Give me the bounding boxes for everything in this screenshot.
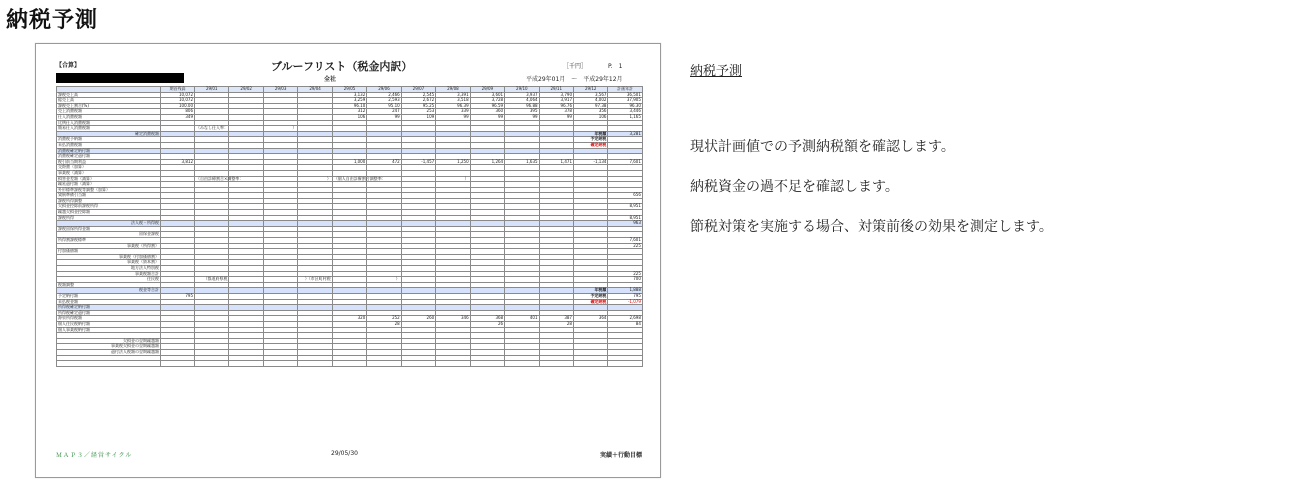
table-cell: 確定納税 (573, 299, 607, 305)
description-line: 現状計画値での予測納税額を確認します。 (690, 139, 955, 155)
table-cell: 年税額 (573, 131, 607, 137)
row-label: 事業税（付加価値割） (57, 254, 161, 260)
column-header: 29/10 (505, 87, 539, 93)
table-cell: 3,728 (470, 98, 504, 104)
row-label: 貸倒準備引当額 (57, 193, 161, 199)
table-cell: -1,134 (573, 159, 607, 165)
table-cell: 106 (573, 114, 607, 120)
table-cell: 4,064 (505, 98, 539, 104)
column-header: 29/07 (401, 87, 435, 93)
table-cell: 2,466 (367, 92, 401, 98)
row-label: 税引前当期利益 (57, 159, 161, 165)
row-label: 消費税確定還付額 (57, 154, 161, 160)
row-label: 消費税予納額 (57, 137, 161, 143)
row-label: 簡易仕入消費税額 (57, 126, 161, 132)
row-label: 確定消費税額 (57, 131, 161, 137)
sheet-company-label: 【合算】 (56, 62, 81, 69)
tax-forecast-sheet-image (35, 43, 661, 478)
row-label: 事業税（減算） (57, 170, 161, 176)
table-cell: ） (436, 176, 470, 182)
column-header: 29/05 (332, 87, 366, 93)
description-line: 納税資金の過不足を確認します。 (690, 179, 899, 195)
row-label: 事業税（所得割） (57, 243, 161, 249)
row-label: 欠損金の翌期繰越額 (57, 338, 161, 344)
column-header: 29/06 (367, 87, 401, 93)
table-cell: 656 (608, 193, 642, 199)
row-label: 損害金差額（減算） (57, 176, 161, 182)
table-cell: 2,545 (401, 92, 435, 98)
column-header: 29/12 (573, 87, 607, 93)
row-label: 住民税 (57, 277, 161, 283)
page-title: 納税予測 (6, 8, 99, 33)
table-cell: 予定納税 (573, 137, 607, 143)
table-cell: 10,072 (161, 98, 195, 104)
row-label: 留保金課税 (57, 232, 161, 238)
table-cell: 96.10 (332, 103, 366, 109)
table-cell: 96.88 (505, 103, 539, 109)
table-cell: 1,165 (608, 114, 642, 120)
table-cell (298, 361, 332, 367)
row-label (57, 361, 161, 367)
description-line: 節税対策を実施する場合、対策前後の効果を測定します。 (690, 219, 1053, 235)
table-cell: 28 (539, 321, 573, 327)
table-cell: 806 (161, 109, 195, 115)
row-label: 付加価値額 (57, 249, 161, 255)
table-cell: 356 (573, 109, 607, 115)
table-cell: 3,446 (608, 109, 642, 115)
table-cell (263, 361, 297, 367)
table-cell: 349 (161, 114, 195, 120)
table-cell: ） (298, 176, 332, 182)
column-header: 29/02 (229, 87, 263, 93)
row-label: 外形標準課税等調整（加算） (57, 187, 161, 193)
column-header: 計画年計 (608, 87, 642, 93)
table-cell: 96.39 (436, 103, 470, 109)
table-cell: 99 (436, 114, 470, 120)
table-cell: 7,601 (608, 159, 642, 165)
sheet-period: 平成29年01月 ～ 平成29年12月 (526, 76, 623, 83)
table-cell: 312 (332, 109, 366, 115)
table-cell: 3,917 (539, 98, 573, 104)
table-cell: 96.76 (539, 103, 573, 109)
table-cell: 年税額 (573, 288, 607, 294)
table-cell: 3,601 (470, 92, 504, 98)
table-cell: 95.10 (367, 103, 401, 109)
row-label: 課税留保所得金額 (57, 226, 161, 232)
row-label: 仕入消費税額 (57, 114, 161, 120)
table-cell: 3,281 (608, 131, 642, 137)
table-cell: 7,601 (608, 238, 642, 244)
table-cell: 795 (608, 293, 642, 299)
table-cell: 247 (367, 109, 401, 115)
table-cell: 339 (436, 109, 470, 115)
table-cell: 3,132 (332, 92, 366, 98)
table-cell: 2,672 (401, 98, 435, 104)
table-cell: 106 (332, 114, 366, 120)
table-cell: （個人自由診療割合調整率： (333, 175, 386, 181)
row-label: 売上消費税額 (57, 109, 161, 115)
table-cell: -1,079 (608, 299, 642, 305)
row-label: 事業税欠損金の翌期繰越額 (57, 344, 161, 350)
table-cell: （みなし仕入率： (196, 125, 228, 131)
table-cell: ）（市区町村税 (298, 277, 332, 283)
table-cell: 36,501 (608, 92, 642, 98)
table-cell: 2,698 (608, 316, 642, 322)
table-cell: 1,250 (436, 159, 470, 165)
section-heading: 納税予測 (690, 64, 743, 79)
row-label: 課税所得 (57, 215, 161, 221)
row-label: 還付法人税額の翌期繰越額 (57, 349, 161, 355)
table-cell (470, 361, 504, 367)
table-cell (195, 361, 229, 367)
row-label: 課税所得調整 (57, 198, 161, 204)
table-cell: ） (367, 277, 401, 283)
table-cell: 1,000 (332, 159, 366, 165)
sheet-footer-label: 実績＋行動目標 (599, 452, 642, 459)
table-cell (161, 361, 195, 367)
table-cell: 1,471 (539, 159, 573, 165)
table-cell: 96.30 (608, 103, 642, 109)
table-cell: 予定納税 (573, 293, 607, 299)
table-cell (401, 361, 435, 367)
table-cell: 確定納税 (573, 142, 607, 148)
table-cell: （都道府県税 (195, 277, 229, 283)
tax-breakdown-table (56, 86, 643, 367)
row-label: 地方法人特別税 (57, 266, 161, 272)
table-cell: 109 (401, 114, 435, 120)
table-cell: 3,790 (539, 92, 573, 98)
row-label: 比例仕入消費税額 (57, 120, 161, 126)
row-label: 課税売上高 (57, 92, 161, 98)
table-cell: -1,457 (401, 159, 435, 165)
table-cell: 360 (470, 109, 504, 115)
column-header: 29/03 (263, 87, 297, 93)
table-cell (436, 361, 470, 367)
row-label: 所得割課税標準 (57, 238, 161, 244)
row-label: 繰越欠損金控除額 (57, 210, 161, 216)
table-cell: 346 (436, 316, 470, 322)
row-label: 課税売上割合(%) (57, 103, 161, 109)
table-cell: 395 (505, 109, 539, 115)
table-cell: 3,518 (436, 98, 470, 104)
table-cell: 368 (470, 316, 504, 322)
table-cell: 3,567 (573, 92, 607, 98)
table-cell: 1,635 (505, 159, 539, 165)
table-cell (608, 361, 642, 367)
table-cell: 95.25 (401, 103, 435, 109)
table-cell: 225 (608, 243, 642, 249)
row-label: 消費税確定納付額 (57, 148, 161, 154)
table-cell: 378 (539, 109, 573, 115)
table-cell (229, 361, 263, 367)
table-cell: 97.38 (573, 103, 607, 109)
column-header: 期首残高 (161, 87, 195, 93)
table-cell: 96.59 (470, 103, 504, 109)
column-header: 29/11 (539, 87, 573, 93)
sheet-unit: ［千円］ (563, 63, 588, 70)
table-cell: 26 (470, 321, 504, 327)
sheet-page-number: P. 1 (608, 63, 623, 70)
table-cell (332, 361, 366, 367)
redacted-name-bar (56, 73, 184, 83)
table-cell: 387 (539, 316, 573, 322)
row-label: 源泉所得税額 (57, 316, 161, 322)
column-header: 29/09 (470, 87, 504, 93)
table-cell (573, 361, 607, 367)
table-cell: 2,593 (367, 98, 401, 104)
table-cell: ） (263, 126, 297, 132)
row-label: 欠損金控除前課税所得 (57, 204, 161, 210)
row-label: 事業税額合計 (57, 271, 161, 277)
row-label: 予定納付額 (57, 293, 161, 299)
table-cell (539, 361, 573, 367)
table-cell: 700 (608, 277, 642, 283)
sheet-footer-brand: ＭＡＰ３／経営サイクル (56, 452, 133, 459)
sheet-title: ブルーフリスト（税金内訳） (271, 60, 413, 73)
table-cell: （自由診療割合×調整率： (196, 175, 244, 181)
table-cell: 401 (505, 316, 539, 322)
table-cell: 99 (470, 114, 504, 120)
row-label: 所得税確定還付額 (57, 310, 161, 316)
row-label: 繰延還付額（減算） (57, 182, 161, 188)
table-cell: 320 (332, 316, 366, 322)
table-cell: 472 (367, 159, 401, 165)
table-cell: 3,391 (436, 92, 470, 98)
row-label: 税金等合計 (57, 288, 161, 294)
row-label: 未払消費税額 (57, 142, 161, 148)
table-cell: 3,937 (505, 92, 539, 98)
sheet-footer-date: 29/05/30 (331, 450, 358, 457)
table-row (57, 361, 643, 367)
row-label: 未払税金額 (57, 299, 161, 305)
table-cell: 3,812 (161, 159, 195, 165)
table-cell: 10,072 (161, 92, 195, 98)
column-header: 29/01 (195, 87, 229, 93)
table-cell: 225 (608, 271, 642, 277)
row-label: 所得税確定納付額 (57, 305, 161, 311)
table-cell: 8,951 (608, 215, 642, 221)
column-header: 29/08 (436, 87, 470, 93)
table-cell: 253 (401, 109, 435, 115)
row-label: 事業税（資本割） (57, 260, 161, 266)
table-cell (367, 361, 401, 367)
row-label: 税額調整 (57, 282, 161, 288)
table-cell: 99 (367, 114, 401, 120)
table-cell: 4,002 (573, 98, 607, 104)
table-cell: 1,264 (470, 159, 504, 165)
row-label: 個人事業税納付額 (57, 327, 161, 333)
table-cell: 364 (573, 316, 607, 322)
table-cell: 37,905 (608, 98, 642, 104)
row-label: 法人税・所得税 (57, 221, 161, 227)
column-header: 29/04 (298, 87, 332, 93)
row-label: 交際費（加算） (57, 165, 161, 171)
table-cell: 100.00 (161, 103, 195, 109)
table-cell: 252 (367, 316, 401, 322)
table-cell: 1,888 (608, 288, 642, 294)
row-label: 個人住民税納付額 (57, 321, 161, 327)
table-cell: 260 (401, 316, 435, 322)
table-cell: 99 (505, 114, 539, 120)
row-label: 総売上高 (57, 98, 161, 104)
table-cell: 963 (608, 221, 642, 227)
table-cell: 3,259 (332, 98, 366, 104)
table-cell: 795 (161, 293, 195, 299)
table-cell: 99 (539, 114, 573, 120)
table-cell: 28 (367, 321, 401, 327)
table-cell: 8,951 (608, 204, 642, 210)
table-cell (505, 361, 539, 367)
sheet-subtitle: 全社 (324, 76, 337, 83)
table-cell: 84 (608, 321, 642, 327)
